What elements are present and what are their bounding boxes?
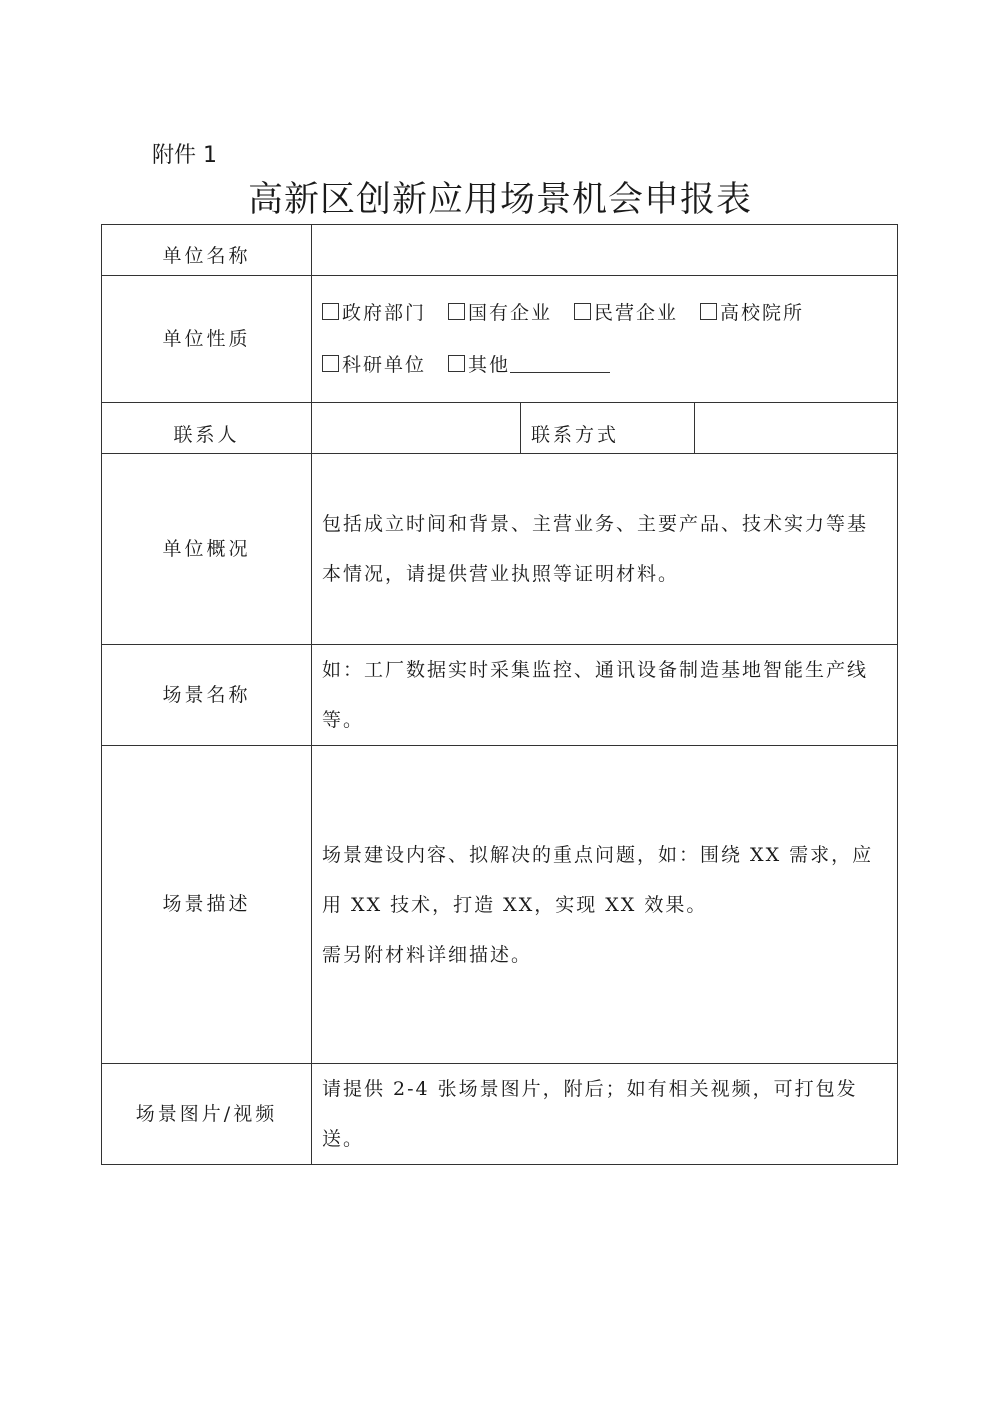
- form-title: 高新区创新应用场景机会申报表: [247, 180, 752, 220]
- contact-method-field[interactable]: [695, 403, 898, 454]
- contact-method-label: 联系方式: [521, 403, 695, 454]
- contact-row: [102, 403, 898, 454]
- unit-name-field[interactable]: [312, 225, 898, 276]
- contact-person-field[interactable]: [312, 403, 521, 454]
- scene-name-field[interactable]: [312, 645, 898, 746]
- option-research[interactable]: 科研单位: [322, 339, 426, 391]
- option-other[interactable]: 其他: [448, 339, 610, 391]
- media-field[interactable]: [312, 1064, 898, 1165]
- checkbox[interactable]: [574, 303, 591, 320]
- overview-label: 单位概况: [102, 454, 312, 645]
- media-label: 场景图片/视频: [102, 1064, 312, 1165]
- unit-name-label: 单位名称: [102, 225, 312, 276]
- option-university[interactable]: 高校院所: [700, 287, 804, 339]
- unit-nature-row: [102, 276, 898, 403]
- scene-name-row: [102, 645, 898, 746]
- media-hint: 请提供 2-4 张场景图片，附后；如有相关视频，可打包发送。: [322, 1078, 858, 1150]
- option-state-owned[interactable]: 国有企业: [448, 287, 552, 339]
- scene-name-hint: 如：工厂数据实时采集监控、通讯设备制造基地智能生产线等。: [322, 659, 869, 731]
- checkbox[interactable]: [322, 303, 339, 320]
- unit-name-row: [102, 225, 898, 276]
- scene-desc-hint: 场景建设内容、拟解决的重点问题，如：围绕 XX 需求，应用 XX 技术，打造 XX，实现 XX 效果。: [322, 843, 874, 916]
- media-row: [102, 1064, 898, 1165]
- checkbox[interactable]: [448, 355, 465, 372]
- option-private[interactable]: 民营企业: [574, 287, 678, 339]
- other-blank-field[interactable]: [510, 354, 610, 373]
- scene-desc-row: [102, 746, 898, 1064]
- unit-nature-label: 单位性质: [102, 276, 312, 403]
- scene-desc-label: 场景描述: [102, 746, 312, 1064]
- scene-name-label: 场景名称: [102, 645, 312, 746]
- scene-desc-field[interactable]: [312, 746, 898, 1064]
- checkbox[interactable]: [322, 355, 339, 372]
- overview-field[interactable]: [312, 454, 898, 645]
- checkbox[interactable]: [700, 303, 717, 320]
- contact-person-label: 联系人: [102, 403, 312, 454]
- checkbox[interactable]: [448, 303, 465, 320]
- application-form-table: [101, 224, 898, 1165]
- overview-hint: 包括成立时间和背景、主营业务、主要产品、技术实力等基本情况，请提供营业执照等证明材料。: [322, 513, 869, 585]
- attachment-label: 附件 1: [152, 143, 217, 168]
- scene-desc-note: 需另附材料详细描述。: [322, 943, 533, 966]
- overview-row: [102, 454, 898, 645]
- option-government[interactable]: 政府部门: [322, 287, 426, 339]
- unit-nature-options: [312, 276, 898, 403]
